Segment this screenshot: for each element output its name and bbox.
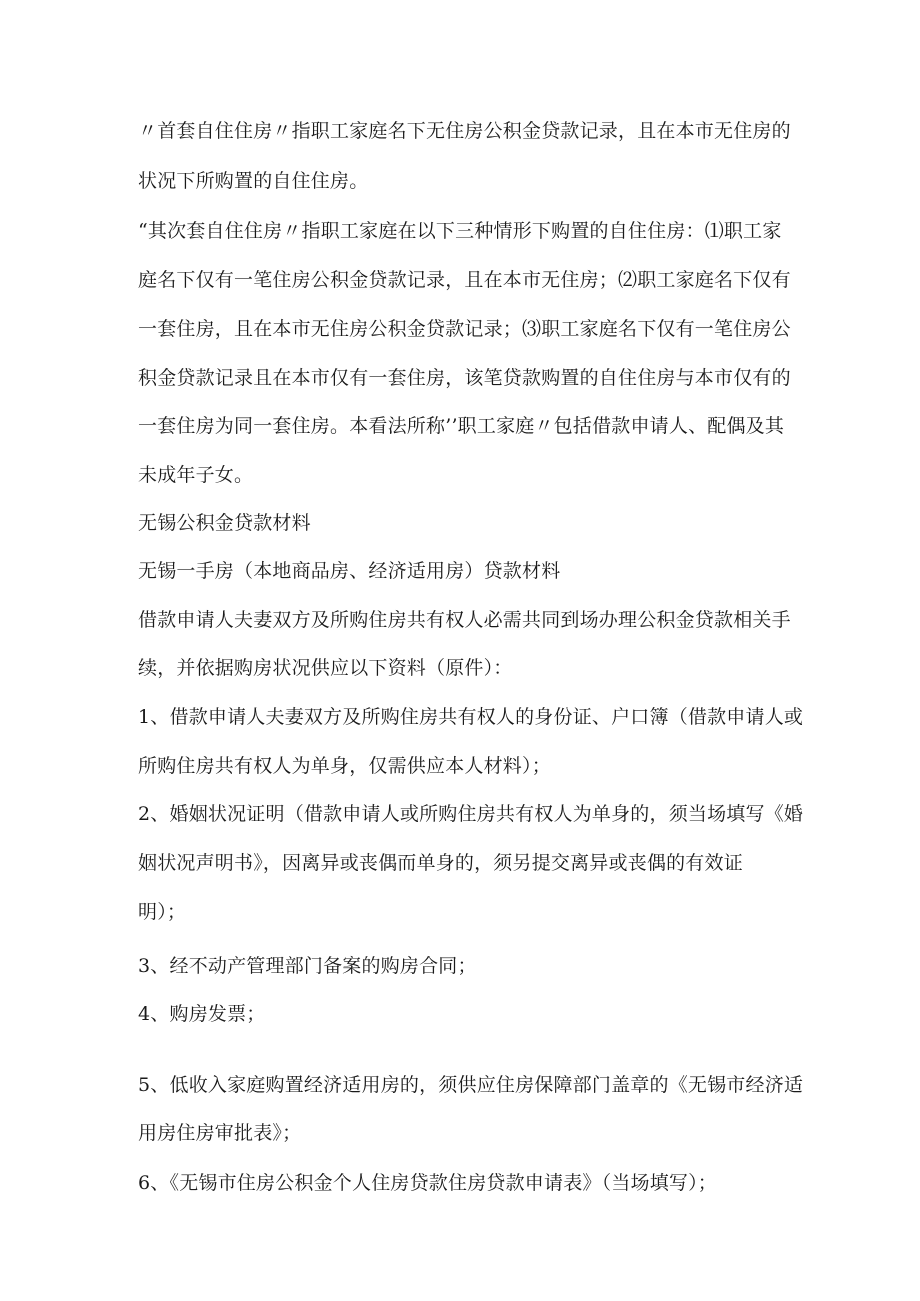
text-line: 状况下所购置的自住住房。 <box>138 170 369 192</box>
list-item: 3、经不动产管理部门备案的购房合同； <box>138 955 477 977</box>
text-line: 未成年子女。 <box>138 464 254 486</box>
list-item-continued: 姻状况声明书》，因离异或丧偶而单身的，须另提交离异或丧偶的有效证 <box>138 852 743 874</box>
section-heading: 无锡公积金贷款材料 <box>138 512 311 534</box>
list-item-continued: 用房住房审批表》； <box>138 1122 302 1144</box>
text-line: 〃首套自住住房〃指职工家庭名下无住房公积金贷款记录，且在本市无住房的 <box>138 120 791 142</box>
list-item-continued: 所购住房共有权人为单身，仅需供应本人材料）； <box>138 755 551 777</box>
list-item: 4、购房发票； <box>138 1003 266 1025</box>
list-item: 6、《无锡市住房公积金个人住房贷款住房贷款申请表》（当场填写）； <box>138 1172 717 1194</box>
text-line: 积金贷款记录且在本市仅有一套住房，该笔贷款购置的自住住房与本市仅有的 <box>138 367 791 389</box>
section-heading: 无锡一手房（本地商品房、经济适用房）贷款材料 <box>138 560 561 582</box>
text-line: 借款申请人夫妻双方及所购住房共有权人必需共同到场办理公积金贷款相关手 <box>138 609 791 631</box>
list-item: 5、低收入家庭购置经济适用房的，须供应住房保障部门盖章的《无锡市经济适 <box>138 1074 804 1096</box>
text-line: 续，并依据购房状况供应以下资料（原件）： <box>138 657 513 679</box>
list-item: 1、借款申请人夫妻双方及所购住房共有权人的身份证、户口簿（借款申请人或 <box>138 706 804 728</box>
text-line: 一套住房为同一套住房。本看法所称’’职工家庭〃包括借款申请人、配偶及其 <box>138 415 785 437</box>
text-line: “其次套自住住房〃指职工家庭在以下三种情形下购置的自住住房：⑴职工家 <box>138 220 782 242</box>
text-line: 庭名下仅有一笔住房公积金贷款记录，且在本市无住房；⑵职工家庭名下仅有 <box>138 269 791 291</box>
list-item-continued: 明）； <box>138 901 187 923</box>
list-item: 2、婚姻状况证明（借款申请人或所购住房共有权人为单身的，须当场填写《婚 <box>138 803 804 825</box>
text-line: 一套住房，且在本市无住房公积金贷款记录；⑶职工家庭名下仅有一笔住房公 <box>138 318 791 340</box>
